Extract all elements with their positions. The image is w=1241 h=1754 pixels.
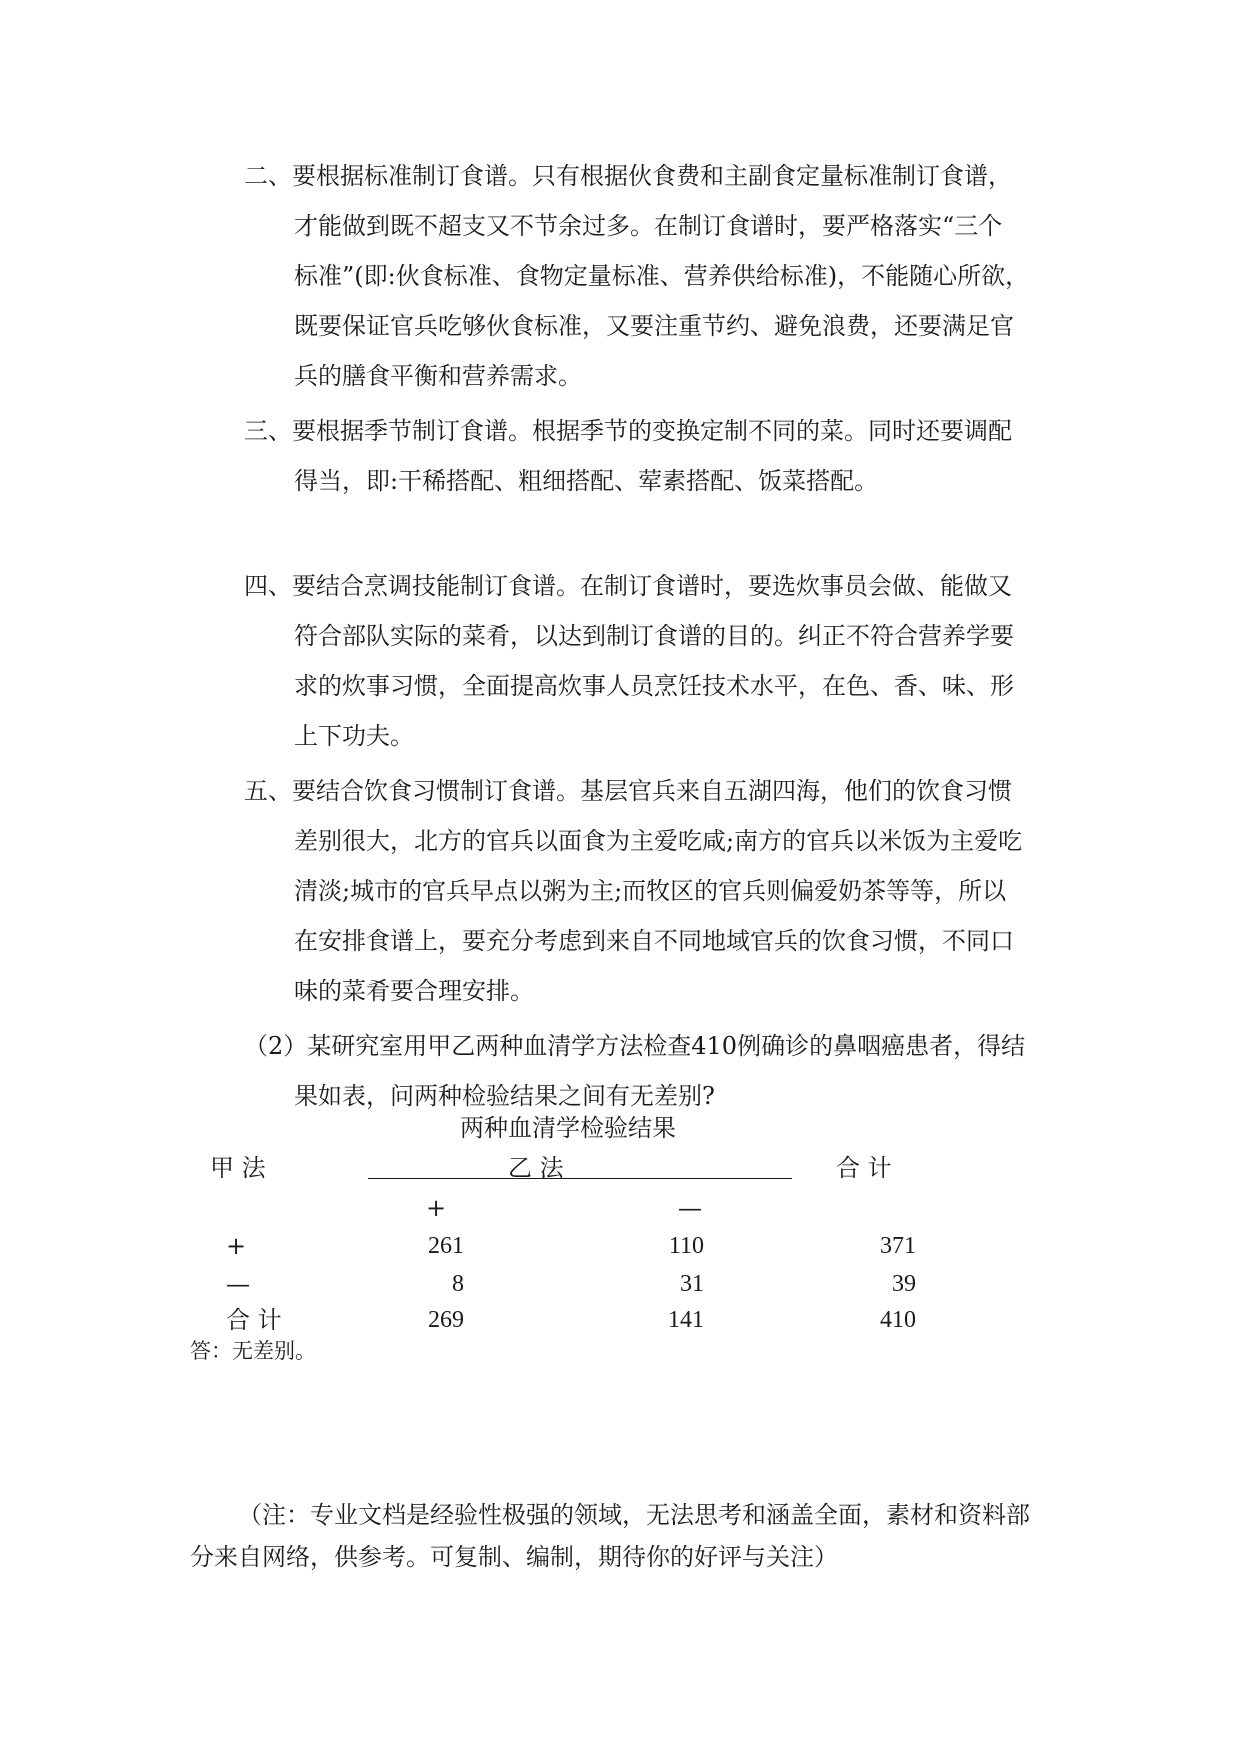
text-line: 清淡;城市的官兵早点以粥为主;而牧区的官兵则偏爱奶茶等等，所以 [294,877,1007,905]
table-cell: 39 [892,1271,916,1297]
table-cell: 410 [880,1307,916,1333]
column-group-rule [368,1178,792,1179]
text-line: 标准”(即:伙食标准、食物定量标准、营养供给标准)，不能随心所欲， [294,262,1030,290]
column-group-header: 乙 法 [508,1154,564,1182]
text-line: 求的炊事习惯，全面提高炊事人员烹饪技术水平，在色、香、味、形 [294,672,1014,700]
text-line: 符合部队实际的菜肴，以达到制订食谱的目的。纠正不符合营养学要 [294,622,1014,650]
table-cell: 8 [452,1271,464,1297]
note-line: 分来自网络，供参考。可复制、编制，期待你的好评与关注） [190,1543,838,1571]
table-cell: 261 [428,1233,464,1259]
text-line: 才能做到既不超支又不节余过多。在制订食谱时，要严格落实“三个 [294,212,1003,240]
table-cell: 31 [680,1271,704,1297]
text-line: 味的菜肴要合理安排。 [294,977,534,1005]
table-title: 两种血清学检验结果 [460,1114,676,1142]
row-header: 甲 法 [210,1154,266,1182]
table-row-label: + [226,1232,247,1260]
text-line: 既要保证官兵吃够伙食标准，又要注重节约、避免浪费，还要满足官 [294,312,1014,340]
section-two [244,151,1054,401]
answer-text: 答：无差别。 [190,1339,316,1363]
section-three [244,406,1054,506]
text-line: 果如表，问两种检验结果之间有无差别? [294,1082,715,1110]
table-cell: 269 [428,1307,464,1333]
text-line: 差别很大，北方的官兵以面食为主爱吃咸;南方的官兵以米饭为主爱吃 [294,827,1023,855]
table-row-label: 合 计 [226,1306,282,1334]
question-two [244,1021,1054,1121]
text-line: 得当，即:干稀搭配、粗细搭配、荤素搭配、饭菜搭配。 [294,467,879,495]
text-line: 在安排食谱上，要充分考虑到来自不同地域官兵的饮食习惯，不同口 [294,927,1014,955]
note-line: （注：专业文档是经验性极强的领域，无法思考和涵盖全面，素材和资料部 [238,1501,1030,1529]
total-header: 合 计 [836,1154,892,1182]
text-line: 兵的膳食平衡和营养需求。 [294,362,582,390]
section-four [244,561,1054,761]
table-row-label: — [226,1270,250,1298]
table-cell: 110 [668,1233,704,1259]
text-line: 四、要结合烹调技能制订食谱。在制订食谱时，要选炊事员会做、能做又 [244,572,1012,600]
text-line: 二、要根据标准制订食谱。只有根据伙食费和主副食定量标准制订食谱， [244,162,1012,190]
text-line: 五、要结合饮食习惯制订食谱。基层官兵来自五湖四海，他们的饮食习惯 [244,777,1012,805]
text-line: 上下功夫。 [294,722,414,750]
subcol-minus-header: — [678,1194,702,1222]
footer-note [190,1494,1060,1578]
text-line: （2）某研究室用甲乙两种血清学方法检查410例确诊的鼻咽癌患者，得结 [244,1032,1026,1060]
section-five [244,766,1054,1016]
subcol-plus-header: + [426,1194,447,1222]
table-cell: 371 [880,1233,916,1259]
text-line: 三、要根据季节制订食谱。根据季节的变换定制不同的菜。同时还要调配 [244,417,1012,445]
table-cell: 141 [668,1307,704,1333]
